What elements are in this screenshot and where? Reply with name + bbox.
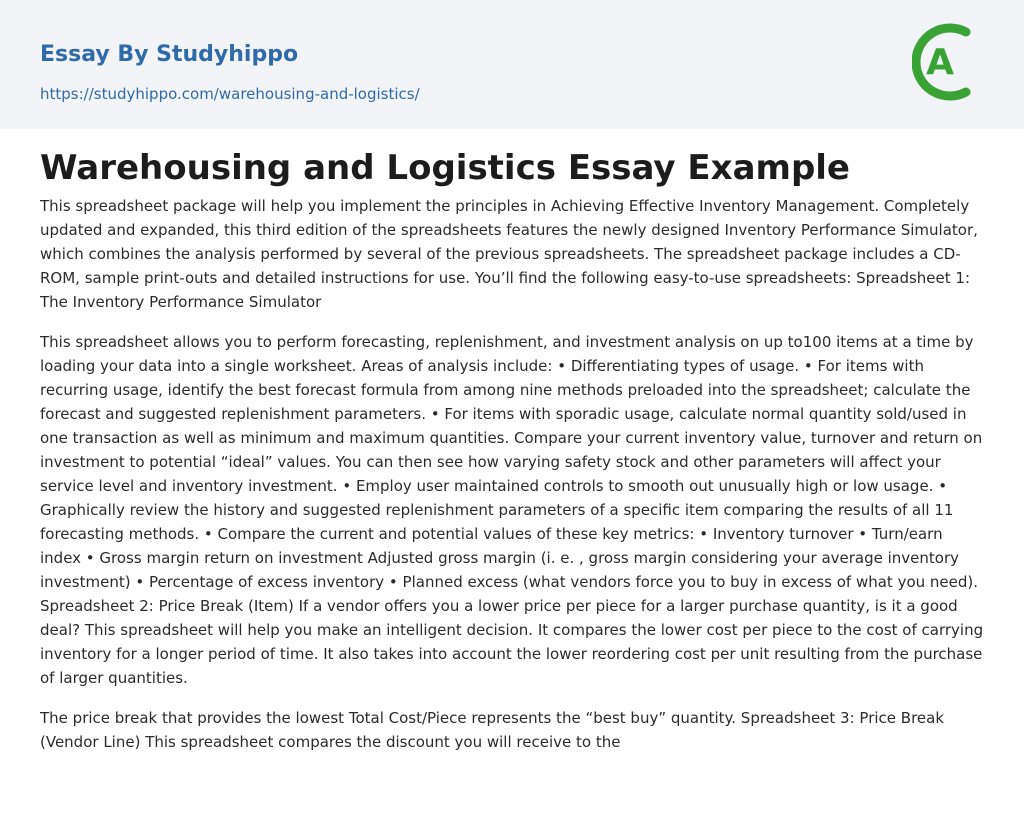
logo-letter: A (926, 42, 954, 83)
site-header (0, 0, 1024, 129)
essay-paragraph: This spreadsheet allows you to perform forecasting, replenishment, and investment analysis on up to100 items at a time by loading your data into a single worksheet. Areas of analysis include: • Differentiating types of usage. • For items with recurring usage, identify the best forecast formula from among nine methods preloaded into the spreadsheet; calculate the forecast and suggested replenishment parameters. • For items with sporadic usage, calculate normal quantity sold/used in one transaction as well as minimum and maximum quantities. Compare your current inventory value, turnover and return on investment to potential “ideal” values. You can then see how varying safety stock and other parameters will affect your service level and inventory investment. • Employ user maintained controls to smooth out unusually high or low usage. • Graphically review the history and suggested replenishment parameters of a specific item comparing the results of all 11 forecasting methods. • Compare the current and potential values of these key metrics: • Inventory turnover • Turn/earn index • Gross margin return on investment Adjusted gross margin (i. e. , gross margin considering your average inventory investment) • Percentage of excess inventory • Planned excess (what vendors force you to buy in excess of what you need). Spreadsheet 2: Price Break (Item) If a vendor offers you a lower price per piece for a larger purchase quantity, is it a good deal? This spreadsheet will help you make an intelligent decision. It compares the lower cost per piece to the cost of carrying inventory for a longer period of time. It also takes into account the lower reordering cost per unit resulting from the purchase of larger quantities. (40, 333, 984, 687)
essay-paragraph: This spreadsheet package will help you implement the principles in Achieving Effective Inventory Management. Completely updated and expanded, this third edition of the spreadsheets features the newly designed Inventory Performance Simulator, which combines the analysis performed by several of the previous spreadsheets. The spreadsheet package includes a CD-ROM, sample print-outs and detailed instructions for use. You’ll find the following easy-to-use spreadsheets: Spreadsheet 1: The Inventory Performance Simulator (40, 197, 978, 311)
essay-content (0, 129, 1024, 754)
source-url-link[interactable]: https://studyhippo.com/warehousing-and-logistics/ (40, 85, 420, 103)
site-brand[interactable]: Essay By Studyhippo (40, 42, 299, 67)
essay-paragraph: The price break that provides the lowest Total Cost/Piece represents the “best buy” quantity. Spreadsheet 3: Price Break (Vendor Line) This spreadsheet compares the discount you will receive to the (40, 709, 945, 751)
page-title: Warehousing and Logistics Essay Example (40, 148, 850, 188)
studyhippo-logo-icon[interactable] (912, 20, 986, 104)
